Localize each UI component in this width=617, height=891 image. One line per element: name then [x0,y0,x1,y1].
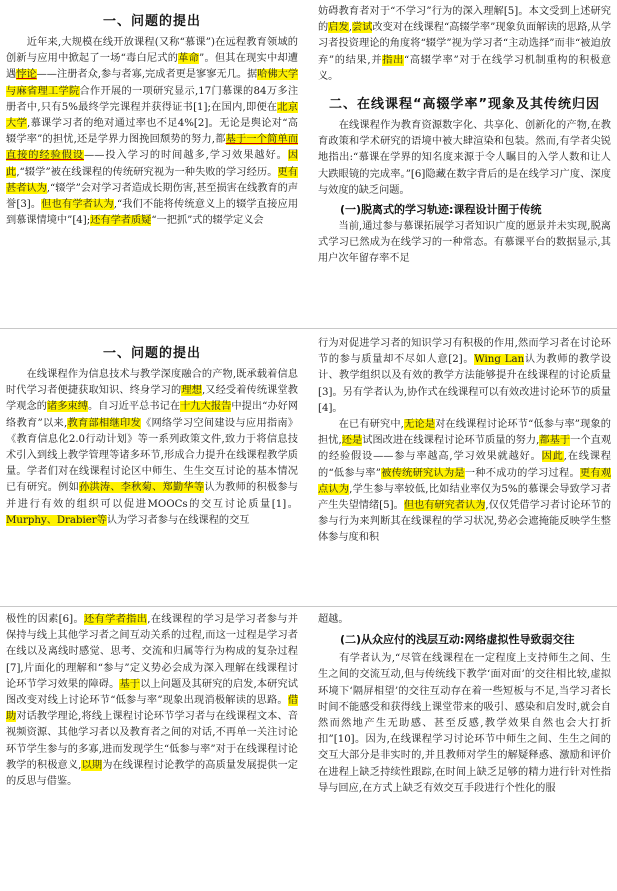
text-run: 中提出“办好网络教育”以来, [6,401,298,429]
highlighted-phrase: 理想 [181,385,202,397]
text-run: 对在线课程讨论环节“低参与率”现象的担忧, [318,419,611,447]
text-run: 妨碍教育者对于“不学习”行为的深入理解[5]。本文受到上述研究的 [318,6,611,34]
doc2-intro-paragraph [6,367,298,529]
doc2-transition-text [318,612,611,628]
highlighted-phrase: 更有甚者认为 [6,166,298,194]
highlighted-phrase: 启发 [328,22,349,34]
highlighted-phrase: 诸多束缚 [46,401,88,413]
highlighted-phrase: 被传统研究认为是 [380,467,465,479]
highlighted-phrase: 哈佛大学与麻省理工学院 [6,69,298,97]
doc2-bottom-left-panel [6,612,298,891]
highlighted-phrase: 基于一个简单而直接的经验假设 [6,134,298,162]
doc2-existing-research-paragraph [318,417,611,547]
text-run: ,学生参与率较低,比如结业率仅为5%的慕课会导致学习者产生失望情绪[5]。 [318,483,611,512]
highlighted-phrase: 还有学者指出 [84,614,148,625]
text-run: ——注册者众,参与者寡,完成者更是寥寥无几。据 [36,69,258,81]
highlighted-phrase: 十九大报告 [180,401,232,413]
highlighted-phrase: 北京大学 [6,101,298,130]
text-run: 行为对促进学习者的知识学习有积极的作用,然而学习者在讨论环节的参与质量却不尽如人意[2]。 [318,338,611,366]
section-divider-2 [0,606,617,607]
doc2-literature-paragraph [318,336,611,417]
highlighted-phrase: 革命 [178,53,199,65]
text-run: 认为教师的积极参与并进行有效的组织可以促进MOOCs的交互讨论质量[1]。 [6,482,298,510]
text-run: ,仅仅凭借学习者讨论环节的参与行为来判断其在线课程的学习状况,势必会遮掩能反映学生整体参与度和积 [318,500,611,544]
highlighted-phrase: 但也有学者认为 [41,199,114,211]
doc1-section-heading-2: 二、在线课程“高辍学率”现象及其传统归因 [328,97,601,113]
highlighted-phrase: Murphy、Drabier等 [6,514,107,526]
highlighted-phrase: 孙洪涛、李秋菊、郑勤华等 [79,482,205,494]
text-run: ,在线课程的学习是学习者参与并保持与线上其他学习者之间互动关系的过程,而这一过程是学习者在线以及离线时感觉、思考、交流和归属等行为构成的复杂过程[7],片面化的理解和“参与”定义势必会成为深入理解在线课程讨论环节学习效果的障碍。 [6,614,298,690]
doc2-continuation-panel [318,336,611,604]
text-run: , [348,22,352,34]
text-run: ,“辍学”会对学习者造成长期伤害,甚至损害在线教育的声誉[3]。 [6,182,298,211]
doc1-section-heading: 一、问题的提出 [102,14,201,29]
doc1-subheading: (一)脱离式的学习轨迹:课程设计囿于传统 [340,203,542,217]
text-run: ,“辍学”被在线课程的传统研究视为一种失败的学习经历。 [16,166,278,178]
text-run: 在线课程作为教育资源数字化、共享化、创新化的产物,在教育政策和学术研究的语境中被大肆渲染和包装。然而,有学者尖锐地指出:“慕课在学界的知名度来源于令人瞩目的入学人数和让人大跌眼镜的完成率。”[6]隐藏在数字背后的是在线学习广度、深度与效度的缺乏问题。 [318,120,611,196]
doc2-subheading: (二)从众应付的浅层互动:网络虚拟性导致弱交往 [340,633,575,647]
text-run: 合作开展的一项研究显示,17门慕课的84万多注册者中,只有5%最终学完课程并获得证书[1];在国内,即便在 [6,85,298,113]
text-run: 试图改进在线课程讨论环节质量的努力, [362,435,540,447]
text-run: 当前,通过参与慕课拓展学习者知识广度的愿景并未实现,脱离式学习已然成为在线学习的一种常态。有慕课平台的数据显示,其用户次年留存率不足 [318,221,611,265]
text-run: 有学者认为,“尽管在线课程在一定程度上支持师生之间、生生之间的交流互动,但与传统线下教学‘面对面’的交往相比较,虚拟环境下‘隔屏相望’的交往互动存在着一些短板与不足,当学习者长时间不能感受和获得线上课堂带来的吸引、感染和启发时,就会自然而然地产生无助感、甚至反感,教学效果自然也会大打折扣”[10]。因为,在线课程学习讨论环节中师生之间、生生之间的交互大部分是非实时的,并且教师对学生的解疑释惑、激励和评价在进程上缺乏持续性跟踪,在时间上缺乏足够的精力进行针对性指导与回应,在方式上缺乏有效交互手段进行个性化的服 [318,653,611,794]
text-run: 认为学习者参与在线课程的交互 [106,514,250,526]
text-run: 一种不成功的学习过程。 [464,467,580,479]
section-divider [0,328,617,329]
highlighted-phrase: 教育部相继印发 [67,417,141,429]
doc1-continuation-paragraph [318,4,611,85]
text-run: 对话教学理论,将线上课程讨论环节学习者与在线课程文本、音视频资源、其他学习者以及教育者之间的对话,不再单一关注讨论环节学生参与的多寡,进而发现学生“低参与率”对于在线课程讨论教学的积极意义, [6,711,298,771]
text-run: 《网络学习空间建设与应用指南》《教育信息化2.0行动计划》等一系列政策文件,致力于将信息技术引入到线上教学管理等诸多环节,形成合力提升在线课程教学质量。学者们对在线课程讨论区中师生、生生交互讨论的基本情况已有研究。例如 [6,417,298,494]
text-run: 认为教师的教学设计、教学组织以及有效的教学方法能够提升在线课程的讨论质量[3]。另有学者认为,协作式在线课程可以有效改进讨论环节的质量[4]。 [318,354,611,414]
text-run: ,“我们不能将传统意义上的辍学直接应用到慕课情境中”[4]; [6,199,298,227]
doc1-intro-panel [6,4,298,326]
highlighted-phrase: 更有观点认为 [318,467,611,495]
highlighted-phrase: 因此 [541,451,564,463]
highlighted-phrase: 尝试 [351,22,373,34]
text-run: ,在线课程的“低参与率” [318,451,611,479]
highlighted-phrase: 但也有研究者认为 [403,500,486,512]
doc2-intro-panel [6,336,298,604]
text-run: 极性的因素[6]。 [6,614,85,625]
text-run: 为在线课程讨论教学的高质量发展提供一定的反思与借鉴。 [6,759,298,788]
highlighted-phrase: 以期 [81,759,103,771]
highlighted-phrase: 指出 [382,54,405,66]
text-run: 在已有研究中, [318,419,404,431]
doc2-bottom-right-panel [318,612,611,891]
doc1-subsection-paragraph [318,219,611,268]
text-run: “高辍学率”对于在线学习机制重构的积极意义。 [318,54,611,82]
text-run: 一个直观的经验假设——参与率越高,学习效果就越好。 [318,435,611,463]
text-run: 改变对在线课程“高辍学率”现象负面解读的思路,从学习者投资理论的角度将“辍学”视为学习者“主动选择”而非“被迫放弃”的结果,并 [318,22,611,66]
highlighted-phrase: 基于 [119,678,141,690]
text-run: 以上问题及其研究的启发,本研究试图改变对线上讨论环节“低参与率”现象出现消极解读的思路。 [6,678,298,707]
text-run: ,又经受着传统课堂教学观念的 [6,385,298,413]
highlighted-phrase: Wing Lan [474,354,525,366]
doc1-continuation-panel [318,4,611,326]
doc2-section-heading: 一、问题的提出 [102,346,201,361]
doc2-approach-paragraph [6,612,298,790]
text-run: ——投入学习的时间越多,学习效果越好。 [84,150,288,162]
highlighted-phrase: 都基于 [539,435,571,447]
highlighted-phrase: 无论是 [403,419,436,431]
highlighted-phrase: 借助 [6,695,298,723]
highlighted-phrase: 因此 [6,150,298,178]
doc1-section2-paragraph [318,118,611,199]
text-run: ,慕课学习者的绝对通过率也不足4%[2]。无论是舆论对“高辍学率”的担忧,还是学界力图挽回颓势的努力,都 [6,118,298,146]
text-run: ”。但其在现实中却遭遇 [6,53,298,81]
text-run: 在线课程作为信息技术与教学深度融合的产物,既承载着信息时代学习者便捷获取知识、终身学习的 [6,369,298,397]
doc1-intro-paragraph [6,35,298,229]
text-run: 。自习近平总书记在 [87,401,181,413]
text-run: “一把抓”式的辍学定义会 [151,215,264,227]
doc2-interaction-paragraph [318,651,611,797]
text-run: 近年来,大规模在线开放课程(又称“慕课”)在远程教育领域的创新与应用中掀起了一场“毒白尼式的 [6,37,298,65]
text-run: 超越。 [318,614,349,625]
highlighted-phrase: 还有学者质疑 [90,215,152,227]
highlighted-phrase: 悖论 [16,69,37,81]
highlighted-phrase: 还是 [341,435,363,447]
